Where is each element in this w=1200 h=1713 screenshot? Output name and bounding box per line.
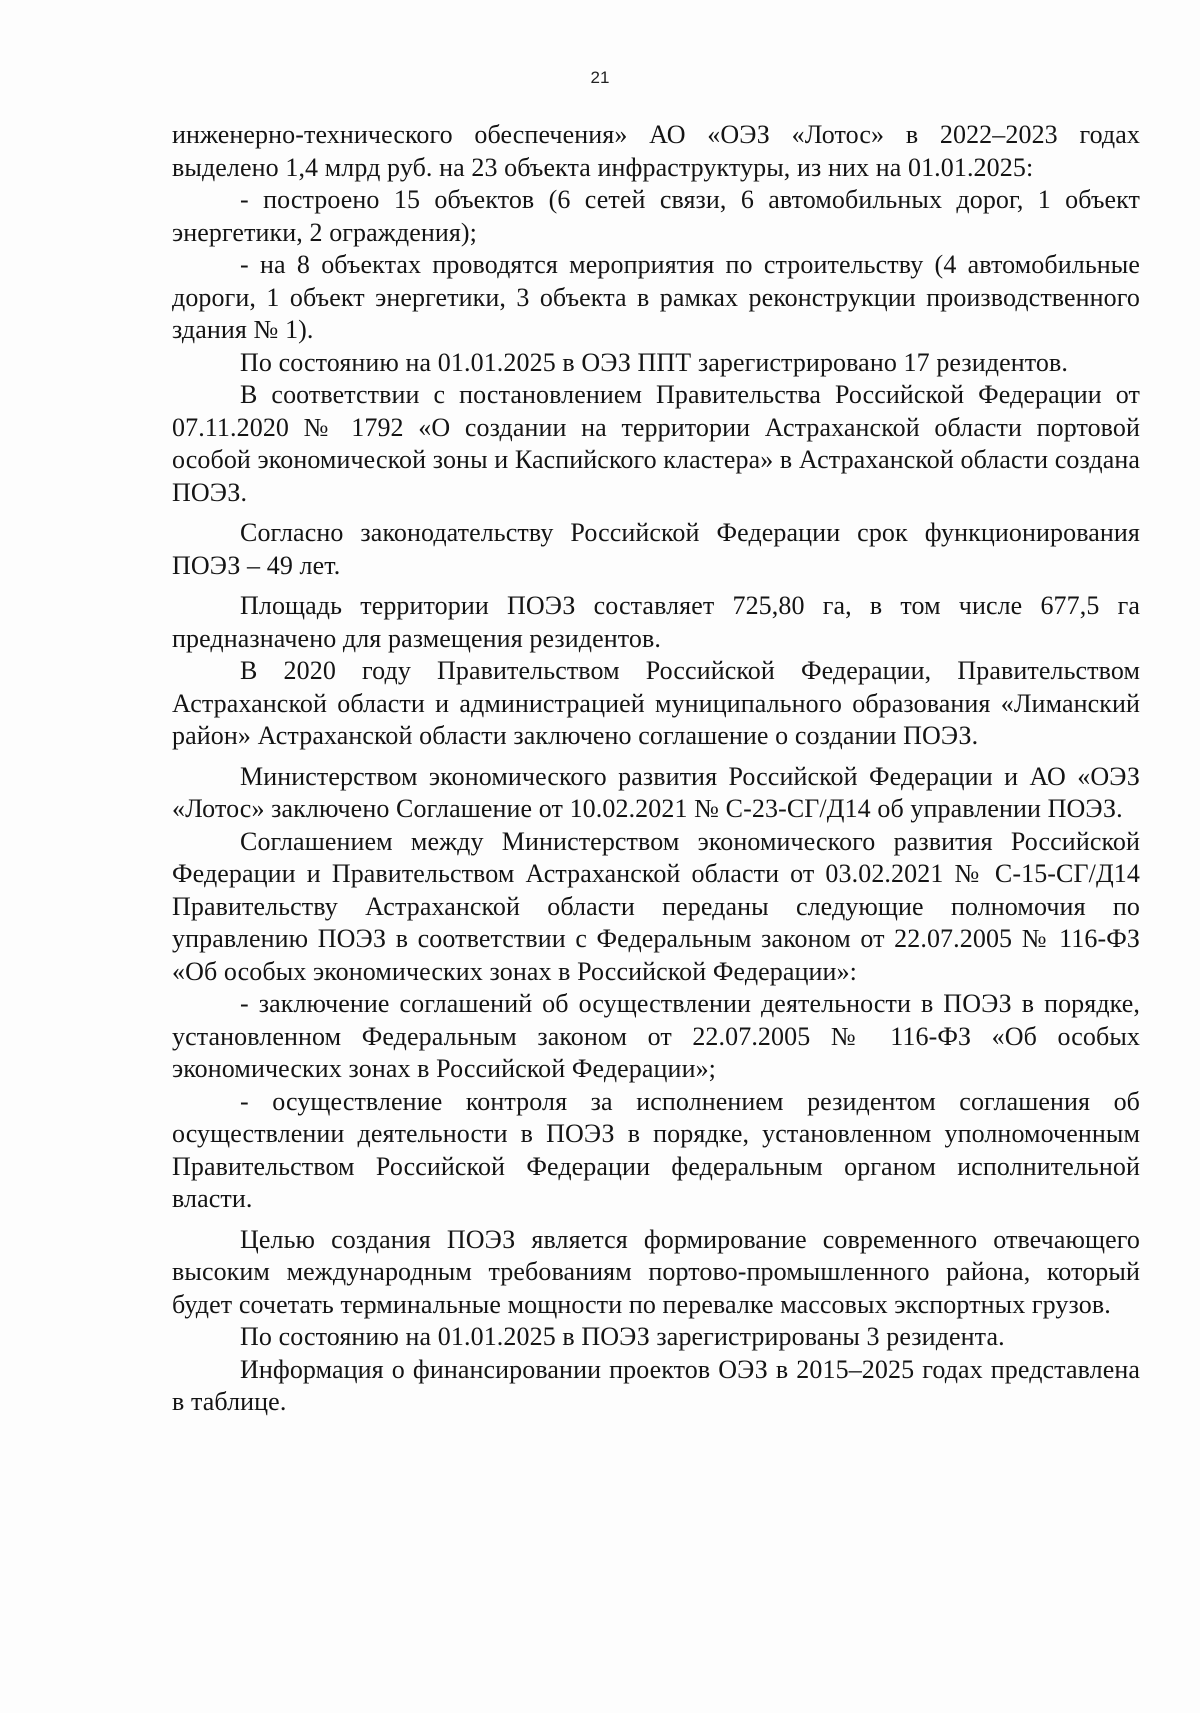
- paragraph-financing-info: Информация о финансировании проектов ОЭЗ в 2015–2025 годах представлена в таблице.: [172, 1354, 1140, 1416]
- list-item-built-objects: - построено 15 объектов (6 сетей связи, 6 автомобильных дорог, 1 объект энергетики, 2 ограждения);: [172, 185, 1140, 247]
- page-number: 21: [590, 68, 610, 87]
- paragraph-agreement-2020: В 2020 году Правительством Российской Федерации, Правительством Астраханской области и администрацией муниципального образования «Лиманский район» Астраханской области заключено соглашение о создании ПОЭЗ.: [172, 656, 1140, 750]
- paragraph-poez-goal: Целью создания ПОЭЗ является формирование современного отвечающего высоким международным требованиям портово-промышленного района, который будет сочетать терминальные мощности по перевалке массовых экспортных грузов.: [172, 1224, 1140, 1319]
- paragraph-poez-term: Согласно законодательству Российской Федерации срок функционирования ПОЭЗ – 49 лет.: [172, 518, 1140, 580]
- list-item-construction-objects: - на 8 объектах проводятся мероприятия по строительству (4 автомобильные дороги, 1 объект энергетики, 3 объекта в рамках реконструкции производственного здания № 1).: [172, 250, 1140, 344]
- paragraph-poez-creation: В соответствии с постановлением Правительства Российской Федерации от 07.11.2020 № 1792 «О создании на территории Астраханской области портовой особой экономической зоны и Каспийского кластера» в Астраханской области создана ПОЭЗ.: [172, 380, 1140, 507]
- paragraph-poez-residents: По состоянию на 01.01.2025 в ПОЭЗ зарегистрированы 3 резидента.: [240, 1322, 1005, 1351]
- list-item-agreements: - заключение соглашений об осуществлении деятельности в ПОЭЗ в порядке, установленном Федеральным законом от 22.07.2005 № 116-ФЗ «Об особых экономических зонах в Российской Федерации»;: [172, 989, 1140, 1083]
- paragraph-ppt-residents: По состоянию на 01.01.2025 в ОЭЗ ППТ зарегистрировано 17 резидентов.: [240, 347, 1068, 377]
- paragraph-poez-area: Площадь территории ПОЭЗ составляет 725,80 га, в том числе 677,5 га предназначено для размещения резидентов.: [172, 591, 1140, 653]
- paragraph-management-agreement: Министерством экономического развития Российской Федерации и АО «ОЭЗ «Лотос» заключено Соглашение от 10.02.2021 № С-23-СГ/Д14 об управлении ПОЭЗ.: [172, 761, 1140, 823]
- document-body: [172, 119, 1140, 1419]
- paragraph-1: инженерно-технического обеспечения» АО «ОЭЗ «Лотос» в 2022–2023 годах выделено 1,4 млрд руб. на 23 объекта инфраструктуры, из них на 01.01.2025:: [172, 120, 1140, 182]
- list-item-control: - осуществление контроля за исполнением резидентом соглашения об осуществлении деятельности в ПОЭЗ в порядке, установленном уполномоченным Правительством Российской Федерации федеральным органом исполнительной власти.: [172, 1086, 1140, 1213]
- paragraph-powers-transfer: Соглашением между Министерством экономического развития Российской Федерации и Правительством Астраханской области от 03.02.2021 № С-15-СГ/Д14 Правительству Астраханской области переданы следующие полномочия по управлению ПОЭЗ в соответствии с Федеральным законом от 22.07.2005 № 116-ФЗ «Об особых экономических зонах в Российской Федерации»:: [172, 826, 1140, 986]
